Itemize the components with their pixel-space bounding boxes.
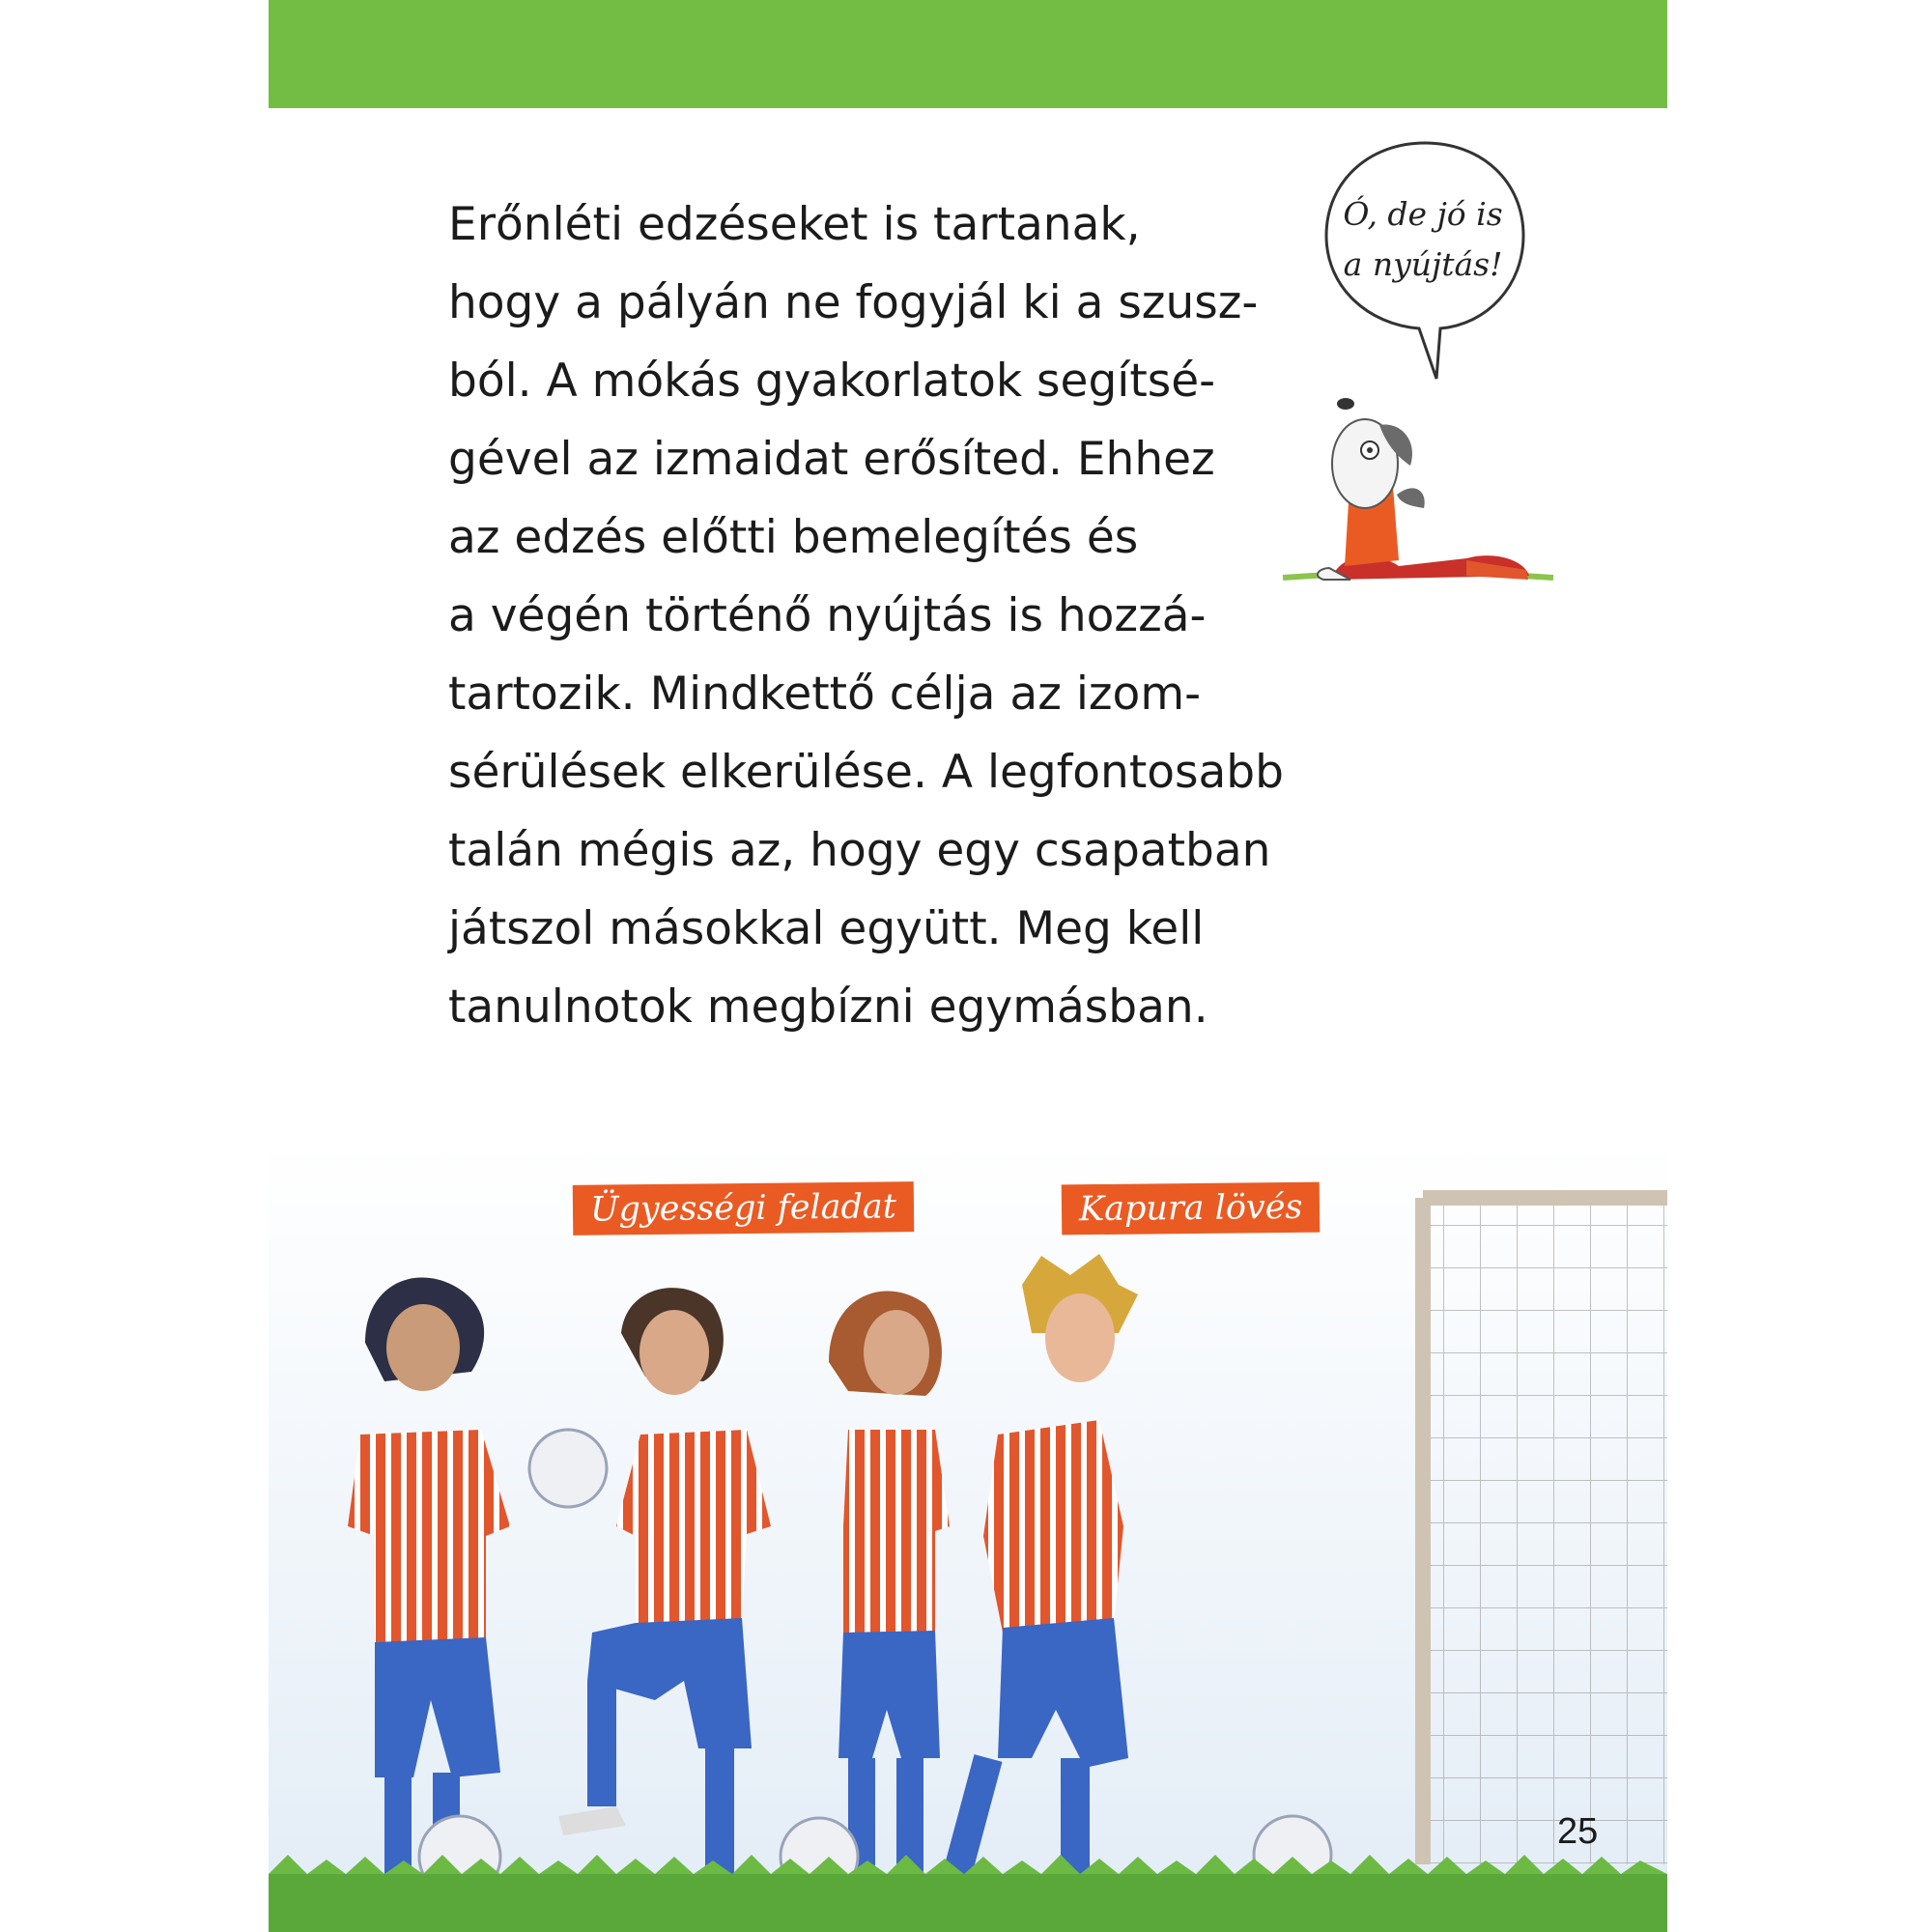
stretching-dog-illustration xyxy=(1273,386,1563,594)
body-text-line: az edzés előtti bemelegítés és xyxy=(448,511,1139,564)
body-text-line: gével az izmaidat erősíted. Ehhez xyxy=(448,433,1215,486)
page-number: 25 xyxy=(1557,1811,1599,1852)
speech-bubble-text xyxy=(1326,189,1520,290)
top-band-edge xyxy=(269,93,1667,114)
body-text-line: Erőnléti edzéseket is tartanak, xyxy=(448,198,1141,251)
body-text-line: ból. A mókás gyakorlatok segítsé- xyxy=(448,355,1216,408)
body-text-line: tanulnotok megbízni egymásban. xyxy=(448,980,1208,1034)
speech-bubble-line: a nyújtás! xyxy=(1343,245,1503,283)
goal xyxy=(1423,1198,1667,1864)
training-scene-illustration xyxy=(269,1140,1667,1932)
body-text xyxy=(448,185,1318,1046)
label-shooting: Kapura lövés xyxy=(1062,1182,1321,1236)
body-text-line: tartozik. Mindkettő célja az izom- xyxy=(448,668,1202,721)
body-text-line: talán mégis az, hogy egy csapatban xyxy=(448,824,1271,877)
body-text-line: a végén történő nyújtás is hozzá- xyxy=(448,589,1207,642)
body-text-line: sérülések elkerülése. A legfontosabb xyxy=(448,746,1284,799)
book-page xyxy=(269,0,1667,1932)
body-text-line: játszol másokkal együtt. Meg kell xyxy=(448,902,1205,955)
speech-bubble-line: Ó, de jó is xyxy=(1343,195,1503,233)
body-text-line: hogy a pályán ne fogyjál ki a szusz- xyxy=(448,276,1259,329)
label-skill-task: Ügyességi feladat xyxy=(573,1181,914,1236)
